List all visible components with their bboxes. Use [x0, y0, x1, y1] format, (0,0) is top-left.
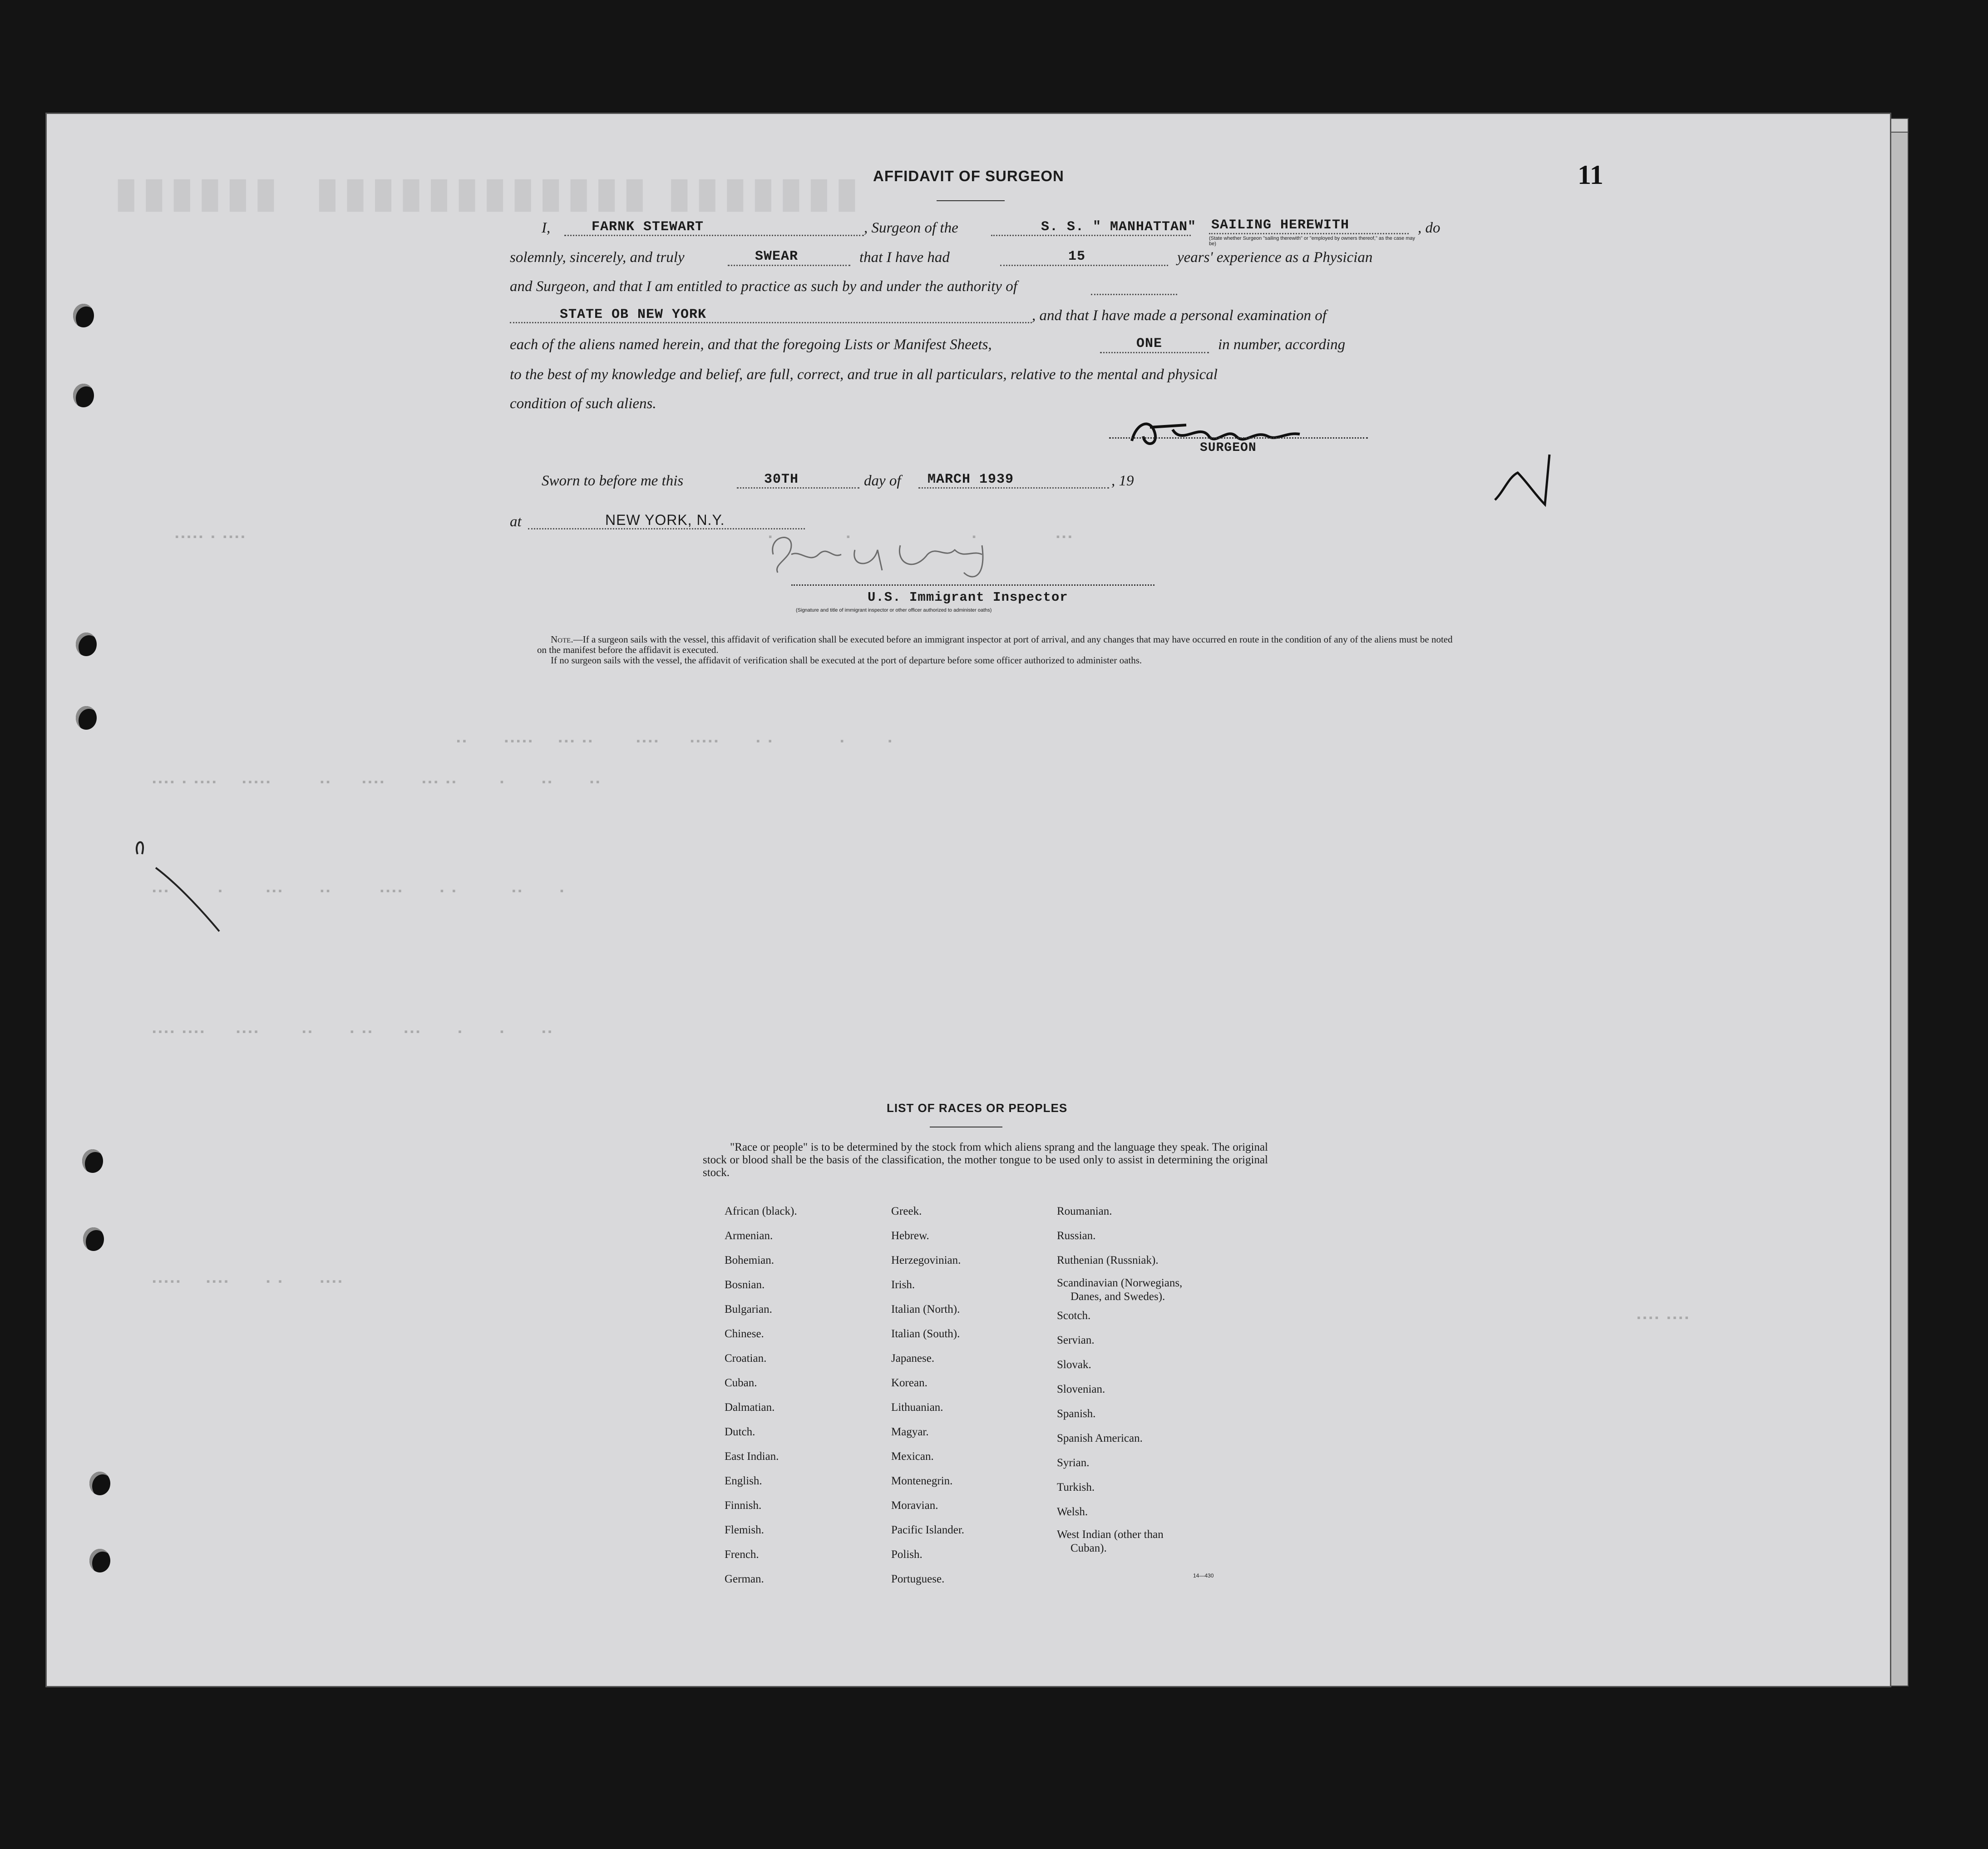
title-rule	[937, 200, 1005, 201]
inspector-note: (Signature and title of immigrant inspector or other officer authorized to administer oaths)	[796, 608, 992, 613]
race-item: Bosnian.	[725, 1279, 765, 1291]
race-item: English.	[725, 1475, 762, 1487]
race-item: Slovenian.	[1057, 1383, 1105, 1395]
text-at: at	[510, 514, 522, 530]
text-surgeon-of: , Surgeon of the	[864, 220, 958, 236]
race-item: Armenian.	[725, 1230, 773, 1242]
authority-name: STATE OB NEW YORK	[560, 307, 707, 322]
race-item: Polish.	[891, 1548, 922, 1561]
text-best-knowledge: to the best of my knowledge and belief, are full, correct, and true in all particulars, relative to the mental and physical	[510, 366, 1218, 383]
race-item: Spanish.	[1057, 1408, 1096, 1420]
race-item: Dutch.	[725, 1426, 755, 1438]
status-note: (State whether Surgeon "sailing therewith" or "employed by owners thereof," as the case may be)	[1209, 236, 1416, 247]
races-intro: "Race or people" is to be determined by the stock from which aliens sprang and the language they speak. The original stock or blood shall be the basis of the classification, the mother tongue to be used only to assist in determining the original stock.	[703, 1141, 1268, 1179]
race-item: Hebrew.	[891, 1230, 929, 1242]
bleed-through-row: ▪▪▪▪ ▪ ▪▪▪▪ ▪▪▪▪▪ ▪▪ ▪▪▪▪ ▪▪▪ ▪▪ ▪ ▪▪ ▪▪	[151, 777, 601, 788]
text-sworn: Sworn to before me this	[542, 473, 684, 489]
text-solemnly: solemnly, sincerely, and truly	[510, 249, 685, 266]
text-i: I,	[542, 220, 551, 236]
fill-line	[991, 235, 1191, 236]
text-lists: each of the aliens named herein, and that the foregoing Lists or Manifest Sheets,	[510, 336, 992, 353]
race-item: Russian.	[1057, 1230, 1096, 1242]
note-label: Note.	[551, 634, 573, 645]
text-years-experience: years' experience as a Physician	[1177, 249, 1373, 266]
race-item: Magyar.	[891, 1426, 929, 1438]
bleed-through-header: ▮▮▮▮▮▮ ▮▮▮▮▮▮▮▮▮▮▮▮ ▮▮▮▮▮▮▮	[115, 170, 864, 215]
surgeon-name: FARNK STEWART	[592, 219, 704, 235]
races-column-3	[1057, 1199, 1182, 1555]
punch-hole	[83, 1227, 104, 1251]
text-in-number: in number, according	[1218, 336, 1346, 353]
form-number: 14—430	[1193, 1572, 1214, 1579]
bleed-through-row: ▪▪ ▪▪▪▪▪ ▪▪▪ ▪▪ ▪▪▪▪ ▪▪▪▪▪ ▪ ▪ ▪ ▪	[455, 736, 893, 747]
race-item: Lithuanian.	[891, 1401, 943, 1414]
punch-hole	[76, 633, 97, 656]
races-column-1	[725, 1199, 797, 1592]
punch-hole	[89, 1549, 110, 1572]
race-item: Greek.	[891, 1205, 922, 1217]
note-text: —If a surgeon sails with the vessel, this affidavit of verification shall be executed before an immigrant inspector at port of arrival, and any changes that may have occurred en route in the condition of any of the aliens must be noted on the manifest before the affidavit is executed.	[537, 634, 1453, 655]
race-item: Mexican.	[891, 1450, 934, 1463]
race-item: Syrian.	[1057, 1457, 1090, 1469]
fill-line	[564, 235, 864, 236]
race-item: Flemish.	[725, 1524, 764, 1536]
race-item: German.	[725, 1573, 764, 1585]
race-item: Ruthenian (Russniak).	[1057, 1254, 1159, 1266]
check-mark	[1490, 450, 1559, 523]
race-item: West Indian (other than	[1057, 1528, 1164, 1541]
race-item: Spanish American.	[1057, 1432, 1143, 1444]
race-item: Roumanian.	[1057, 1205, 1112, 1217]
punch-hole	[73, 304, 94, 327]
race-item: Pacific Islander.	[891, 1524, 965, 1536]
text-have-had: that I have had	[859, 249, 950, 266]
bleed-through-row: ▪▪▪▪▪ ▪ ▪▪▪▪ ▪ ▪ ▪ ▪▪▪	[174, 532, 1073, 543]
affidavit-title: AFFIDAVIT OF SURGEON	[873, 168, 1064, 184]
race-item: Welsh.	[1057, 1506, 1088, 1518]
inspector-line	[791, 584, 1154, 586]
race-item: Italian (South).	[891, 1328, 960, 1340]
punch-hole	[76, 706, 97, 730]
manifest-page	[45, 113, 1891, 1687]
race-item: East Indian.	[725, 1450, 779, 1463]
fill-line	[737, 487, 859, 489]
race-item: Montenegrin.	[891, 1475, 953, 1487]
page-number: 11	[1578, 160, 1603, 190]
place-sworn: NEW YORK, N.Y.	[605, 512, 725, 528]
race-item: Chinese.	[725, 1328, 764, 1340]
text-nineteen: , 19	[1111, 473, 1134, 489]
fill-line	[1100, 352, 1209, 353]
bleed-through-row: ▪▪▪ ▪ ▪▪▪ ▪▪ ▪▪▪▪ ▪ ▪ ▪▪ ▪	[151, 886, 565, 897]
race-item: Servian.	[1057, 1334, 1095, 1346]
race-item: Herzegovinian.	[891, 1254, 961, 1266]
inspector-title: U.S. Immigrant Inspector	[868, 590, 1068, 605]
race-item: African (black).	[725, 1205, 797, 1217]
signature-line	[1109, 437, 1368, 439]
fill-line	[528, 528, 805, 529]
oath-type: SWEAR	[755, 249, 799, 264]
race-item: Korean.	[891, 1377, 927, 1389]
note-text-2: If no surgeon sails with the vessel, the affidavit of verification shall be executed at the port of departure before some officer authorized to administer oaths.	[551, 655, 1142, 666]
years-experience: 15	[1068, 249, 1086, 264]
fill-line	[918, 487, 1109, 489]
surgeon-label: SURGEON	[1200, 441, 1257, 455]
verification-note	[537, 634, 1454, 666]
text-do: , do	[1418, 220, 1440, 236]
race-item: Dalmatian.	[725, 1401, 775, 1414]
race-item: Portuguese.	[891, 1573, 945, 1585]
text-personal-exam: , and that I have made a personal examination of	[1032, 307, 1327, 324]
fill-line	[510, 322, 1032, 323]
race-item: Cuban.	[725, 1377, 757, 1389]
text-condition: condition of such aliens.	[510, 396, 656, 412]
punch-hole	[82, 1149, 103, 1173]
race-item: French.	[725, 1548, 759, 1561]
race-item: Turkish.	[1057, 1481, 1095, 1493]
bleed-through-row: ▪▪▪▪ ▪▪▪▪ ▪▪▪▪ ▪▪ ▪ ▪▪ ▪▪▪ ▪ ▪ ▪▪	[151, 1027, 553, 1038]
bleed-through-row: ▪▪▪▪▪ ▪▪▪▪ ▪ ▪ ▪▪▪▪	[151, 1276, 343, 1288]
text-day-of: day of	[864, 473, 901, 489]
surgeon-status: SAILING HEREWITH	[1211, 218, 1350, 233]
race-item: Japanese.	[891, 1352, 935, 1365]
bleed-through-row: ▪▪▪▪ ▪▪▪▪	[1636, 1313, 1690, 1324]
race-item: Danes, and Swedes).	[1070, 1290, 1165, 1303]
races-column-2	[891, 1199, 964, 1592]
punch-hole	[73, 384, 94, 407]
text-authority: and Surgeon, and that I am entitled to practice as such by and under the authority of	[510, 278, 1017, 295]
races-title: LIST OF RACES OR PEOPLES	[887, 1101, 1068, 1115]
race-item: Italian (North).	[891, 1303, 960, 1315]
punch-hole	[89, 1472, 110, 1495]
sworn-day: 30TH	[764, 472, 799, 487]
sheet-count: ONE	[1136, 336, 1163, 351]
race-item: Finnish.	[725, 1499, 762, 1512]
race-item: Cuban).	[1070, 1542, 1107, 1554]
race-item: Bohemian.	[725, 1254, 774, 1266]
fill-line	[1000, 265, 1168, 266]
race-item: Scotch.	[1057, 1310, 1091, 1322]
sworn-month-year: MARCH 1939	[927, 472, 1014, 487]
ship-name: S. S. " MANHATTAN"	[1041, 219, 1197, 235]
fill-line	[1091, 294, 1177, 295]
race-item: Bulgarian.	[725, 1303, 772, 1315]
race-item: Scandinavian (Norwegians,	[1057, 1277, 1183, 1289]
race-item: Irish.	[891, 1279, 915, 1291]
fill-line	[1209, 233, 1409, 234]
fill-line	[728, 265, 850, 266]
race-item: Croatian.	[725, 1352, 767, 1365]
race-item: Moravian.	[891, 1499, 938, 1512]
race-item: Slovak.	[1057, 1359, 1091, 1371]
